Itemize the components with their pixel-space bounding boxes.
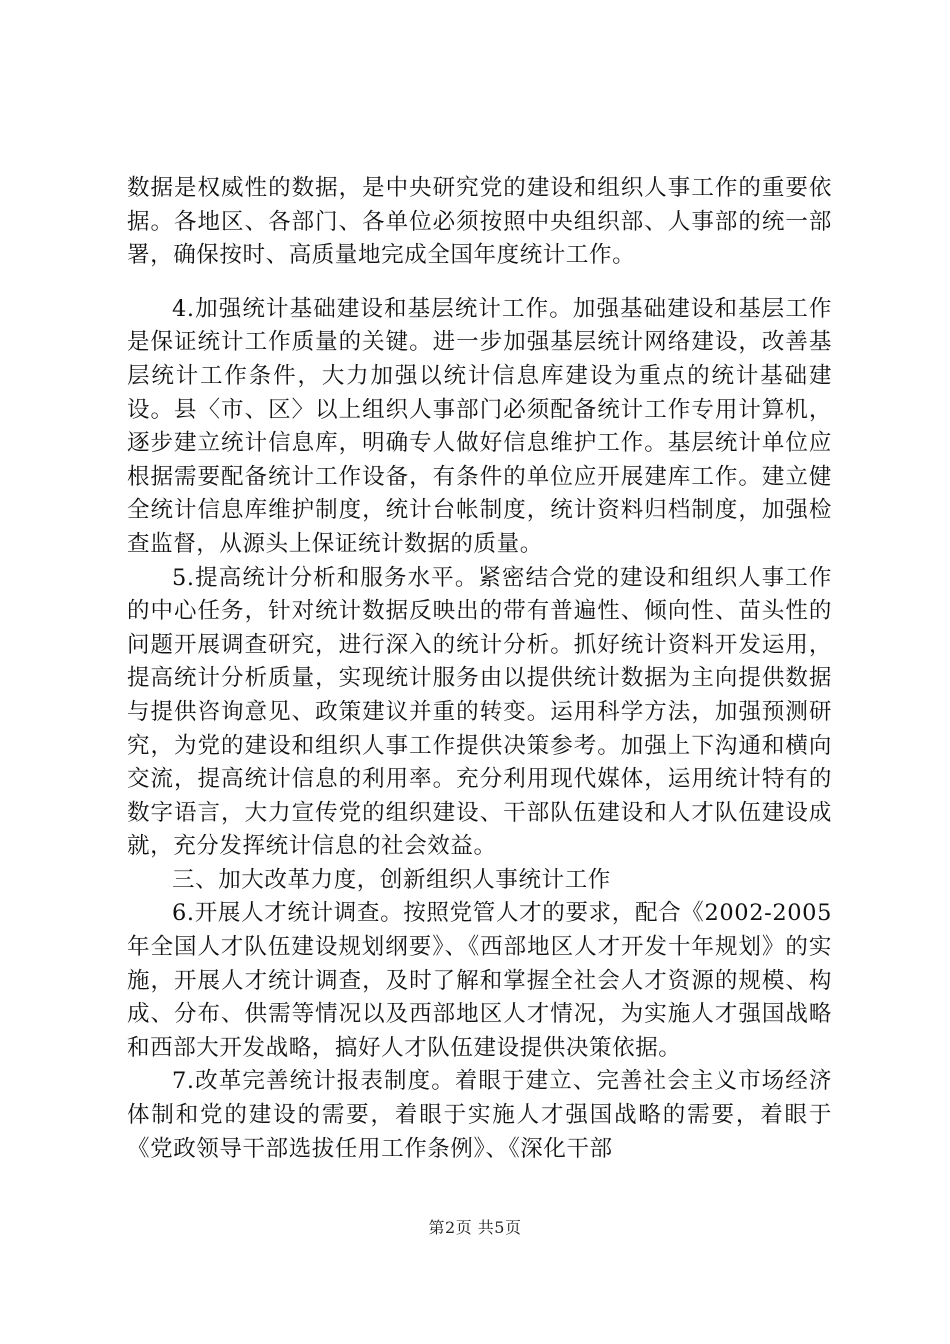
paragraph-continuation: 数据是权威性的数据，是中央研究党的建设和组织人事工作的重要依据。各地区、各部门、各单位必须按照中央组织部、人事部的统一部署，确保按时、高质量地完成全国年度统计工作。	[127, 175, 832, 269]
page-number-footer: 第2页 共5页	[428, 1218, 522, 1237]
paragraph-item-4: 4.加强统计基础建设和基层统计工作。加强基础建设和基层工作是保证统计工作质量的关键。进一步加强基层统计网络建设，改善基层统计工作条件，大力加强以统计信息库建设为重点的统计基础建设。县〈市、区〉以上组织人事部门必须配备统计工作专用计算机，逐步建立统计信息库，明确专人做好信息维护工作。基层统计单位应根据需要配备统计工作设备，有条件的单位应开展建库工作。建立健全统计信息库维护制度，统计台帐制度，统计资料归档制度，加强检查监督，从源头上保证统计数据的质量。	[127, 295, 832, 557]
section-heading-3: 三、加大改革力度，创新组织人事统计工作	[172, 866, 611, 893]
document-body	[127, 172, 832, 1166]
paragraph-item-5: 5.提高统计分析和服务水平。紧密结合党的建设和组织人事工作的中心任务，针对统计数据反映出的带有普遍性、倾向性、苗头性的问题开展调查研究，进行深入的统计分析。抓好统计资料开发运用，提高统计分析质量，实现统计服务由以提供统计数据为主向提供数据与提供咨询意见、政策建议并重的转变。运用科学方法，加强预测研究，为党的建设和组织人事工作提供决策参考。加强上下沟通和横向交流，提高统计信息的利用率。充分利用现代媒体，运用统计特有的数字语言，大力宣传党的组织建设、干部队伍建设和人才队伍建设成就，充分发挥统计信息的社会效益。	[127, 564, 832, 860]
paragraph-item-6: 6.开展人才统计调查。按照党管人才的要求，配合《2002-2005年全国人才队伍建设规划纲要》、《西部地区人才开发十年规划》的实施，开展人才统计调查，及时了解和掌握全社会人才资源的规模、构成、分布、供需等情况以及西部地区人才情况，为实施人才强国战略和西部大开发战略，搞好人才队伍建设提供决策依据。	[127, 900, 832, 1061]
paragraph-item-7: 7.改革完善统计报表制度。着眼于建立、完善社会主义市场经济体制和党的建设的需要，着眼于实施人才强国战略的需要，着眼于《党政领导干部选拔任用工作条例》、《深化干部	[127, 1068, 832, 1162]
